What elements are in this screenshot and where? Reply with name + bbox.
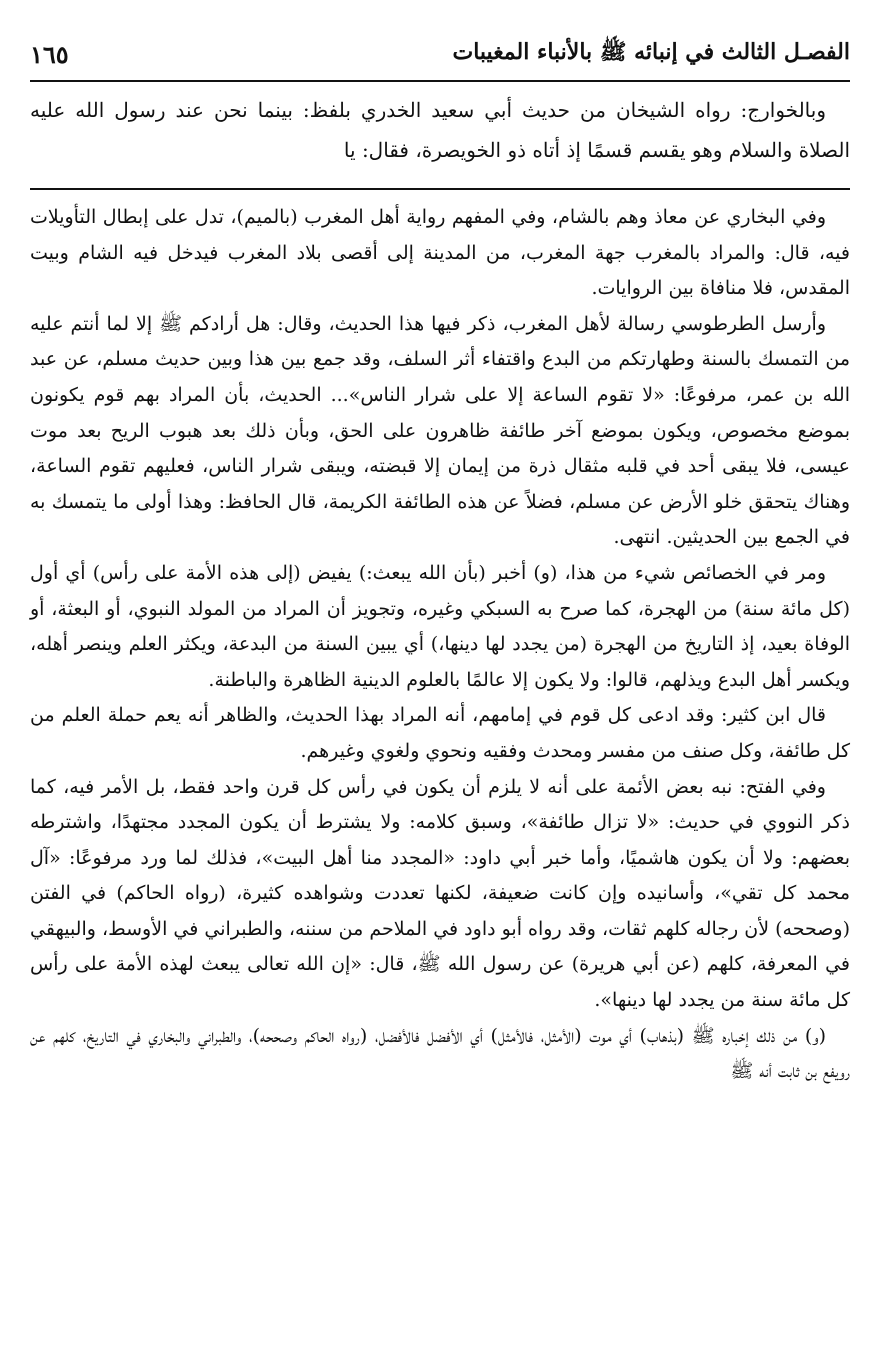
commentary [30,200,850,1090]
commentary-paragraph: وفي البخاري عن معاذ وهم بالشام، وفي المفهم رواية أهل المغرب (بالميم)، تدل على إبطال التأويلات فيه، قال: والمراد بالمغرب جهة المغرب، من المدينة إلى أقصى بلاد المغرب فيدخل فيه الشام وبيت المقدس، فلا منافاة بين الروايات. [30,206,850,300]
commentary-paragraph: (و) من ذلك إخباره ﷺ (بذهاب) أي موت (الأمثل، فالأمثل) أي الأفضل فالأفضل، (رواه الحاكم وصححه)، والطبراني والبخاري في التاريخ، كلهم عن رويفع بن ثابت أنه ﷺ [30,1024,850,1083]
running-title: الفصـل الثالث في إنبائه ﷺ بالأنباء المغيبات [452,39,850,65]
commentary-paragraph: وأرسل الطرطوسي رسالة لأهل المغرب، ذكر فيها هذا الحديث، وقال: هل أرادكم ﷺ إلا لما أنتم عليه من التمسك بالسنة وطهارتكم من البدع واقتفاء أثر السلف، وقد جمع بين هذا وبين حديث مسلم، عن عبد الله بن عمر، مرفوعًا: «لا تقوم الساعة إلا على شرار الناس»... الحديث، بأن المراد بهم قوم يكونون بموضع مخصوص، ويكون بموضع آخر طائفة ظاهرون على الحق، وبأن ذلك بعد هبوب الريح بعد موت عيسى، فلا يبقى أحد في قلبه مثقال ذرة من إيمان إلا قبضته، ويبقى شرار الناس، فعليهم تقوم الساعة، وهناك يتحقق خلو الأرض عن مسلم، فضلاً عن هذه الطائفة الكريمة، قال الحافظ: وهذا أولى ما يتمسك به في الجمع بين الحديثين. انتهى. [30,312,850,549]
page-number: ١٦٥ [30,39,69,69]
main-paragraph: وبالخوارج: رواه الشيخان من حديث أبي سعيد الخدري بلفظ: بينما نحن عند رسول الله عليه الصلاة والسلام وهو يقسم قسمًا إذ أتاه ذو الخويصرة، فقال: يا [30,98,850,162]
commentary-paragraph: قال ابن كثير: وقد ادعى كل قوم في إمامهم، أنه المراد بهذا الحديث، والظاهر أنه يعم حملة العلم من كل طائفة، وكل صنف من مفسر ومحدث وفقيه ونحوي ولغوي وغيرهم. [30,704,850,762]
main-text [30,90,850,180]
page-header [30,28,850,82]
footnote-divider [30,188,850,190]
commentary-paragraph: وفي الفتح: نبه بعض الأئمة على أنه لا يلزم أن يكون في رأس كل قرن واحد فقط، بل الأمر فيه، كما ذكر النووي في حديث: «لا تزال طائفة»، وسبق كلامه: ولا يشترط أن يكون المجدد مجتهدًا، واشترطه بعضهم: ولا أن يكون هاشميًا، وأما خبر أبي داود: «المجدد منا أهل البيت»، فذلك لما ورد مرفوعًا: «آل محمد كل تقي»، وأسانيده وإن كانت ضعيفة، لكنها تعددت وشواهده كثيرة، (رواه الحاكم) في الفتن (وصححه) لأن رجاله كلهم ثقات، وقد رواه أبو داود في الملاحم من سننه، والطبراني في الأوسط، والبيهقي في المعرفة، كلهم (عن أبي هريرة) عن رسول الله ﷺ، قال: «إن الله تعالى يبعث لهذه الأمة على رأس كل مائة سنة من يجدد لها دينها». [30,775,850,1012]
book-page [30,28,850,1333]
commentary-paragraph: ومر في الخصائص شيء من هذا، (و) أخبر (بأن الله يبعث:) يفيض (إلى هذه الأمة على رأس) أي أول (كل مائة سنة) من الهجرة، كما صرح به السبكي وغيره، وتجويز أن المراد من المولد النبوي، أو البعثة، أو الوفاة بعيد، إذ التاريخ من الهجرة (من يجدد لها دينها،) أي يبين السنة من البدعة، ويكثر العلم وينصر أهله، ويكسر أهل البدع ويذلهم، قالوا: ولا يكون إلا عالمًا بالعلوم الدينية الظاهرة والباطنة. [30,561,850,691]
